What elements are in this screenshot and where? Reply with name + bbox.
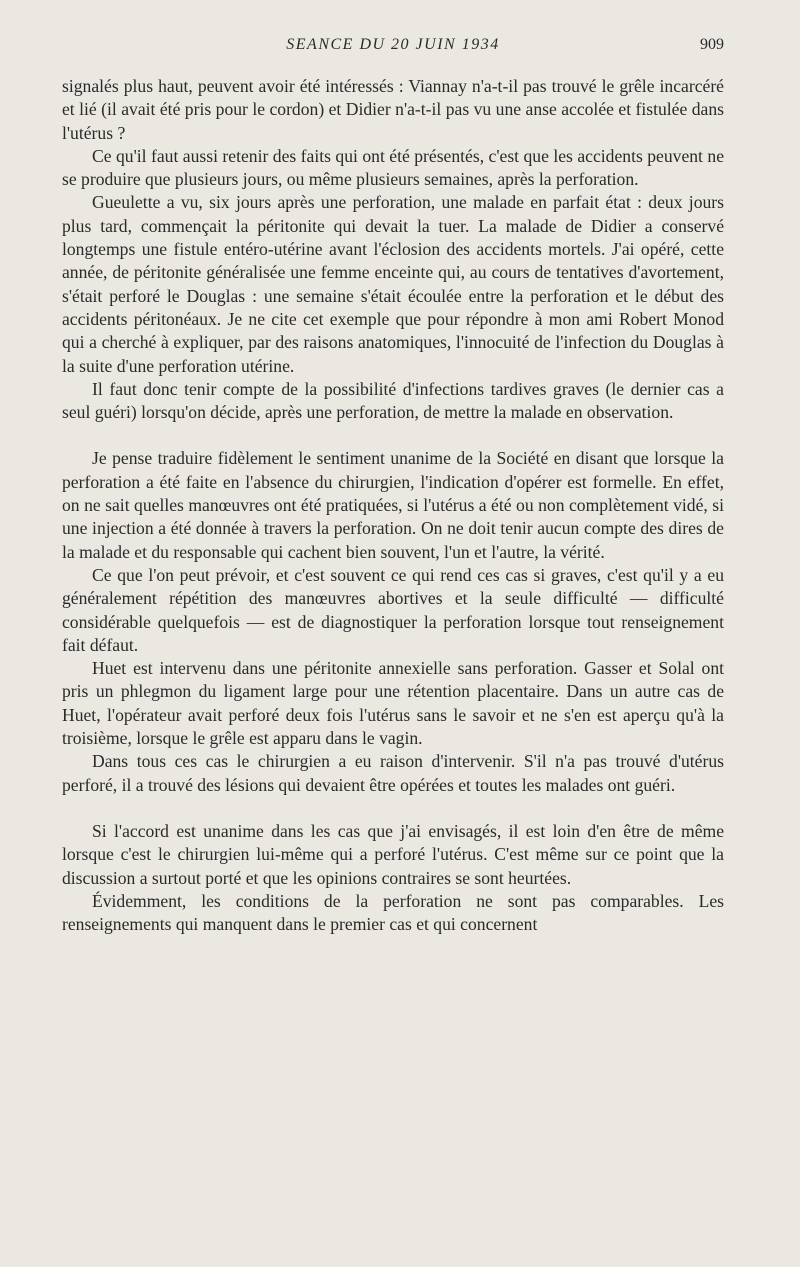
paragraph: Huet est intervenu dans une péritonite annexielle sans perforation. Gasser et Solal ont pris un phlegmon du ligament large pour une rétention placentaire. Dans un autre cas de Huet, l'opérateur avait perforé deux fois l'utérus sans le savoir et ne s'en est aperçu qu'à la troisième, lorsque le grêle est apparu dans le vagin. — [62, 658, 724, 749]
page-number: 909 — [700, 36, 724, 53]
paragraph: Évidemment, les conditions de la perforation ne sont pas comparables. Les renseignements qui manquent dans le premier cas et qui concernent — [62, 890, 724, 935]
paragraph: Ce qu'il faut aussi retenir des faits qui ont été présentés, c'est que les accidents peuvent ne se produire que plusieurs jours, ou même plusieurs semaines, après la perforation. — [62, 145, 724, 190]
running-title: SEANCE DU 20 JUIN 1934 — [286, 36, 500, 53]
running-head — [62, 36, 724, 58]
paragraph: Gueulette a vu, six jours après une perforation, une malade en parfait état : deux jours plus tard, commençait la péritonite qui devait la tuer. La malade de Didier a conservé longtemps une fistule entéro-utérine avant l'éclosion des accidents mortels. J'ai opéré, cette année, de péritonite généralisée une femme enceinte qui, au cours de tentatives d'avortement, s'était perforé le Douglas : une semaine s'était écoulée entre la perforation et le début des accidents péritonéaux. Je ne cite cet exemple que pour répondre à mon ami Robert Monod qui a cherché à expliquer, par des raisons anatomiques, l'innocuité de l'infection du Douglas à la suite d'une perforation utérine. — [62, 192, 724, 376]
paragraph: Si l'accord est unanime dans les cas que j'ai envisagés, il est loin d'en être de même lorsque c'est le chirurgien lui-même qui a perforé l'utérus. C'est même sur ce point que la discussion a surtout porté et que les opinions contraires se sont heurtées. — [62, 820, 724, 888]
paragraph: Dans tous ces cas le chirurgien a eu raison d'intervenir. S'il n'a pas trouvé d'utérus perforé, il a trouvé des lésions qui devaient être opérées et toutes les malades ont guéri. — [62, 751, 724, 795]
paragraph: Il faut donc tenir compte de la possibilité d'infections tardives graves (le dernier cas a seul guéri) lorsqu'on décide, après une perforation, de mettre la malade en observation. — [62, 378, 724, 423]
paragraph: signalés plus haut, peuvent avoir été intéressés : Viannay n'a-t-il pas trouvé le grêle incarcéré et lié (il avait été pris pour le cordon) et Didier n'a-t-il pas vu une anse accolée et fistulée dans l'utérus ? — [62, 76, 724, 143]
paragraph: Je pense traduire fidèlement le sentiment unanime de la Société en disant que lorsque la perforation a été faite en l'absence du chirurgien, l'indication d'opérer est formelle. En effet, on ne sait quelles manœuvres ont été pratiquées, si l'utérus a été ou non complètement vidé, si une injection a été donnée à travers la perforation. On ne doit tenir aucun compte des dires de la malade et du responsable qui cachent bien souvent, l'un et l'autre, la vérité. — [62, 448, 724, 562]
paragraph: Ce que l'on peut prévoir, et c'est souvent ce qui rend ces cas si graves, c'est qu'il y a eu généralement répétition des manœuvres abortives et la seule difficulté — difficulté considérable quelquefois — est de diagnostiquer la perforation lorsque tout renseignement fait défaut. — [62, 564, 724, 655]
body-text — [62, 75, 724, 936]
